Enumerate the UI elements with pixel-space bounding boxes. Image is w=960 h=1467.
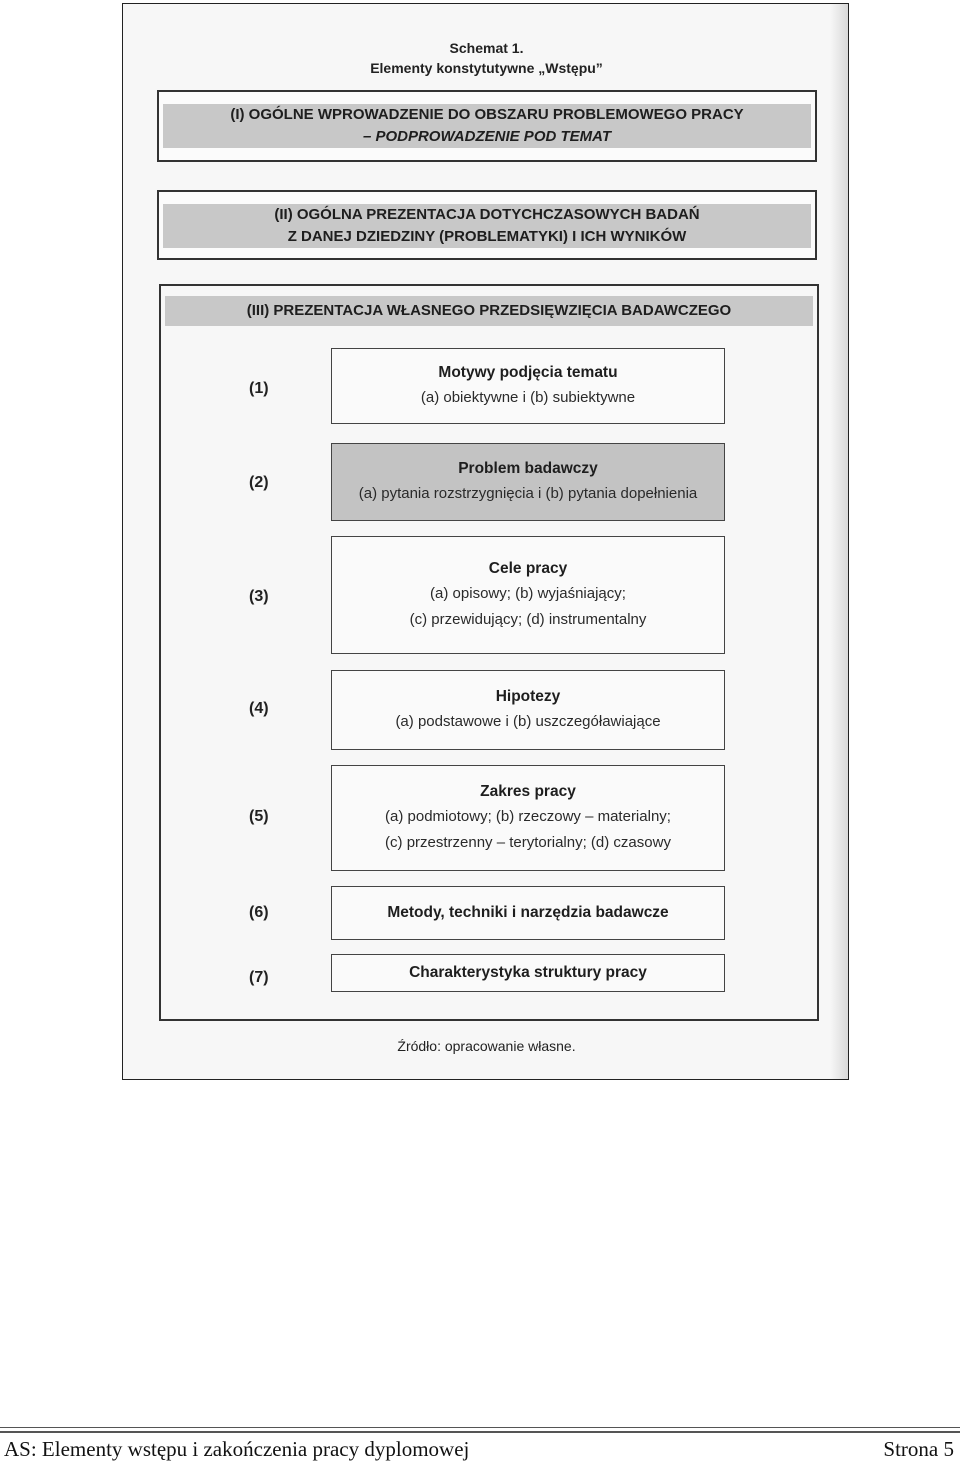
item-7-number: (7) (249, 969, 269, 986)
section-1-fill (163, 104, 811, 148)
item-1-title: Motywy podjęcia tematu (438, 364, 618, 381)
item-5-line-2: (c) przestrzenny – terytorialny; (d) czasowy (385, 834, 671, 851)
scan-edge-shadow (830, 4, 848, 1079)
section-1-line-2: – PODPROWADZENIE POD TEMAT (362, 128, 612, 145)
item-4-line-1: (a) podstawowe i (b) uszczegóławiające (395, 713, 661, 730)
item-2-title: Problem badawczy (458, 460, 598, 477)
item-5-line-1: (a) podmiotowy; (b) rzeczowy – materialny; (385, 808, 671, 825)
section-2-box (157, 190, 817, 260)
item-5-title: Zakres pracy (480, 783, 576, 800)
section-3-title: (III) PREZENTACJA WŁASNEGO PRZEDSIĘWZIĘCIA BADAWCZEGO (246, 302, 732, 319)
item-2-number: (2) (249, 474, 269, 491)
item-3-number: (3) (249, 588, 269, 605)
section-1-line-1: (I) OGÓLNE WPROWADZENIE DO OBSZARU PROBLEMOWEGO PRACY (230, 106, 744, 123)
item-3-box (331, 536, 725, 654)
section-3-box (159, 284, 819, 1021)
item-6-title: Metody, techniki i narzędzia badawcze (387, 904, 669, 921)
item-1-box (331, 348, 725, 424)
footer-rule-thin (0, 1427, 960, 1428)
item-4-box (331, 670, 725, 750)
section-2-line-1: (II) OGÓLNA PREZENTACJA DOTYCHCZASOWYCH BADAŃ (274, 206, 700, 223)
footer-page-number: Strona 5 (883, 1437, 954, 1461)
item-6-box (331, 886, 725, 940)
figure-subtitle: Elementy konstytutywne „Wstępu” (370, 60, 603, 76)
footer-rule-thick (0, 1431, 960, 1433)
item-6-number: (6) (249, 904, 269, 921)
figure-source: Źródło: opracowanie własne. (397, 1038, 576, 1054)
item-1-number: (1) (249, 380, 269, 397)
section-2-line-2: Z DANEJ DZIEDZINY (PROBLEMATYKI) I ICH WYNIKÓW (287, 228, 687, 245)
item-7-box (331, 954, 725, 992)
item-1-line-1: (a) obiektywne i (b) subiektywne (420, 389, 636, 406)
item-2-box (331, 443, 725, 521)
item-4-number: (4) (249, 700, 269, 717)
figure-title: Schemat 1. (449, 40, 524, 56)
section-1-box (157, 90, 817, 162)
item-4-title: Hipotezy (495, 688, 561, 705)
item-3-title: Cele pracy (488, 560, 568, 577)
item-5-number: (5) (249, 808, 269, 825)
item-3-line-1: (a) opisowy; (b) wyjaśniający; (430, 585, 626, 602)
item-5-box (331, 765, 725, 871)
scanned-figure (122, 3, 849, 1080)
item-2-line-1: (a) pytania rozstrzygnięcia i (b) pytania dopełnienia (358, 485, 698, 502)
section-3-header (165, 296, 813, 326)
item-7-title: Charakterystyka struktury pracy (409, 964, 647, 981)
item-3-line-2: (c) przewidujący; (d) instrumentalny (409, 611, 647, 628)
section-2-fill (163, 204, 811, 248)
footer-document-title: AS: Elementy wstępu i zakończenia pracy dyplomowej (4, 1437, 470, 1461)
